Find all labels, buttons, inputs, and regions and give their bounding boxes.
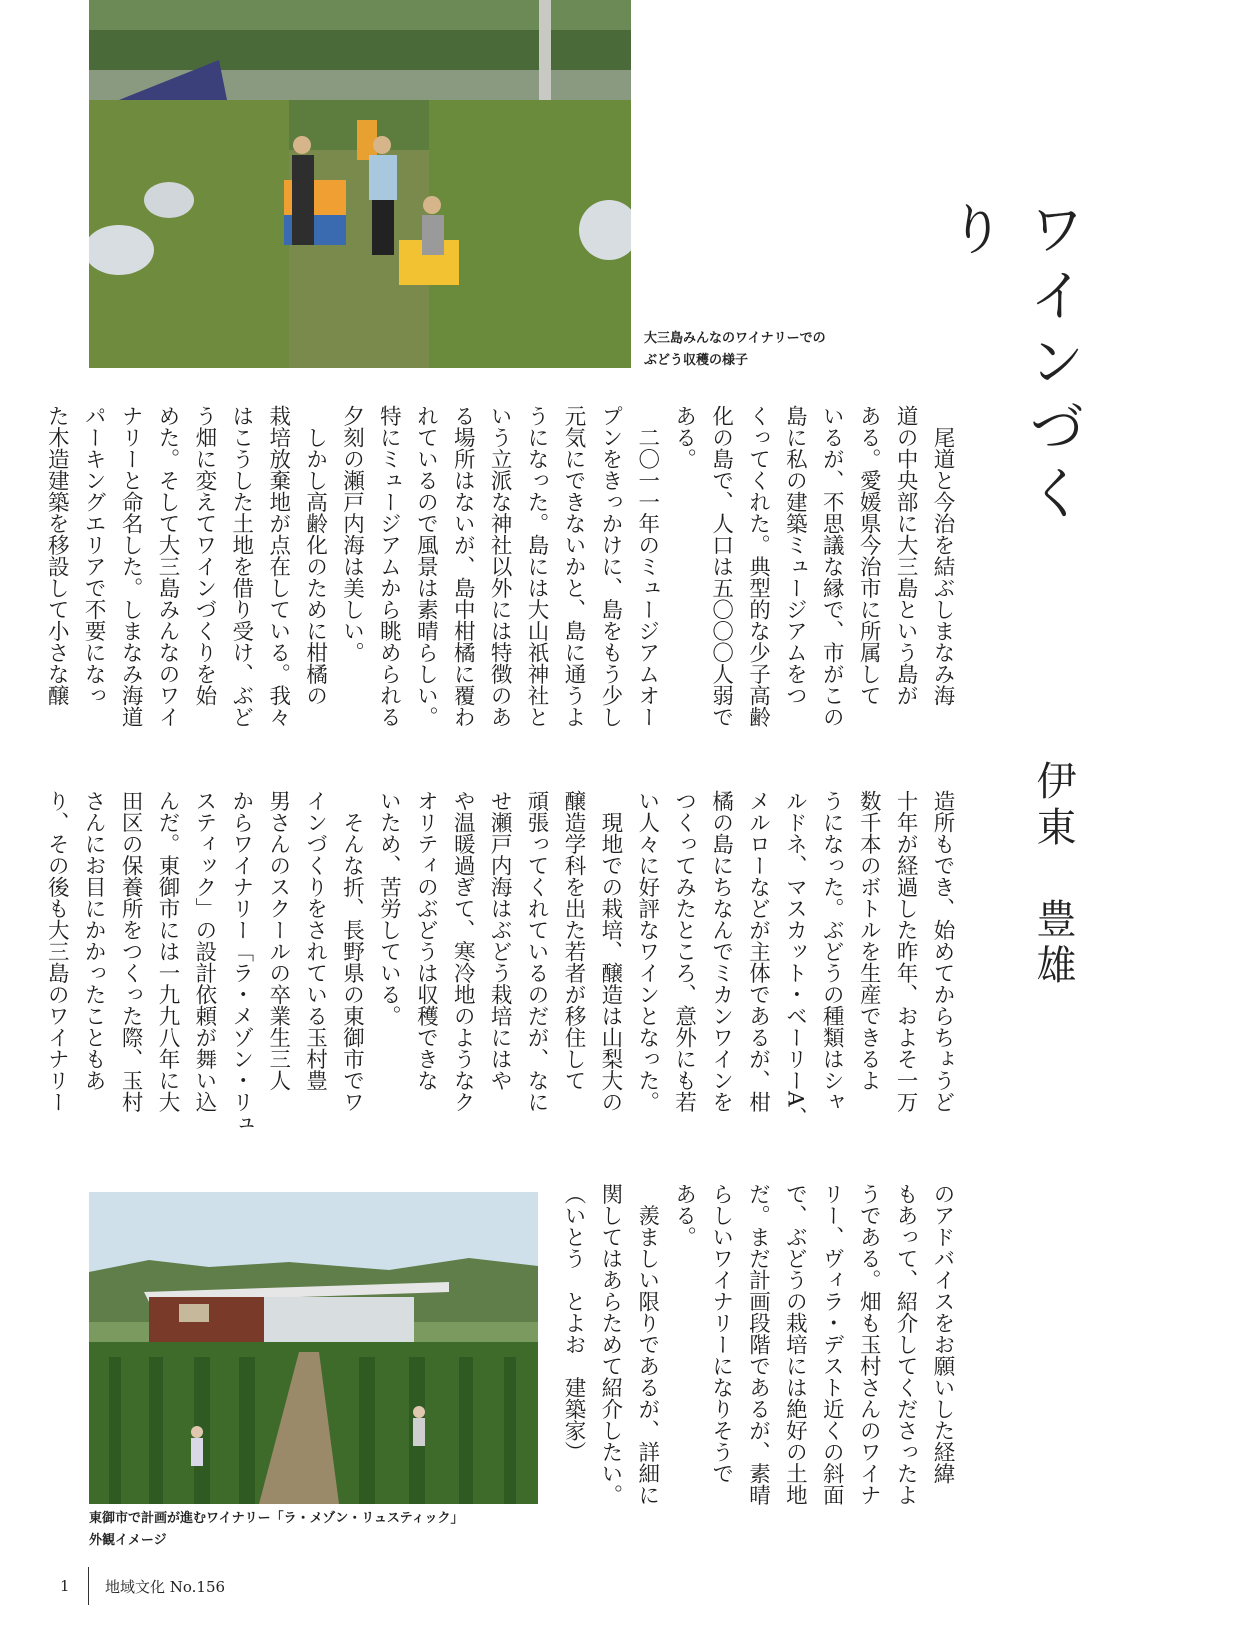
footer-divider	[88, 1567, 89, 1605]
article-title: ワインづくり	[940, 200, 1085, 530]
caption-line: 東御市で計画が進むワイナリー「ラ・メゾン・リュスティック」	[89, 1511, 464, 1526]
body-text-middle	[37, 790, 960, 1165]
body-paragraphs: のアドバイスをお願いした経緯 もあって、紹介してくださったよ うである。畑も玉村さんのワイナ リー、ヴィラ・デスト近くの斜面 で、ぶどうの栽培には絶好の土地 だ。まだ計画段階であるが、素晴 らしいワイナリーになりそうで ある。 羨ましい限りであるが、詳細に 関してはあらためて紹介したい。 （いとう とよお 建築家）	[560, 1183, 955, 1506]
body-text-lower	[554, 1183, 960, 1558]
body-text-upper	[37, 405, 960, 775]
author-name: 伊東 豊雄	[1030, 760, 1076, 990]
body-paragraphs: 尾道と今治を結ぶしまなみ海 道の中央部に大三島という島が ある。愛媛県今治市に所属して いるが、不思議な縁で、市がこの 島に私の建築ミュージアムをつ くってくれた。典型的な少子高齢 化の島で、人口は五〇〇〇人弱で ある。 二〇一一年のミュージアムオー プンをきっかけに、島をもう少し 元気にできないかと、島に通うよ うになった。島には大山祇神社と いう立派な神社以外には特徴のあ る場所はないが、島中柑橘に覆わ れているので風景は素晴らしい。 特にミュージアムから眺められる 夕刻の瀬戸内海は美しい。 しかし高齢化のために柑橘の 栽培放棄地が点在している。我々 はこうした土地を借り受け、ぶど う畑に変えてワインづくりを始 めた。そして大三島みんなのワイ ナリーと命名した。しまなみ海道 パーキングエリアで不要になっ た木造建築を移設して小さな醸	[44, 405, 955, 728]
caption-line: 大三島みんなのワイナリーでの	[644, 331, 826, 346]
page-footer	[60, 1566, 225, 1606]
caption-line: ぶどう収穫の様子	[644, 353, 749, 368]
magazine-issue: 地域文化 No.156	[105, 1577, 226, 1596]
winery-rendering-image	[89, 1192, 538, 1504]
caption-line: 外観イメージ	[89, 1533, 167, 1548]
body-paragraphs: 造所もでき、始めてからちょうど 十年が経過した昨年、およそ一万 数千本のボトルを生産できるよ うになった。ぶどうの種類はシャ ルドネ、マスカット・ベーリーA、 メルローなどが主体であるが、柑 橘の島にちなんでミカンワインを つくってみたところ、意外にも若 い人々に好評なワインとなった。 現地での栽培、醸造は山梨大の 醸造学科を出た若者が移住して 頑張ってくれているのだが、なに せ瀬戸内海はぶどう栽培にはや や温暖過ぎて、寒冷地のようなク オリティのぶどうは収穫できな いため、苦労している。 そんな折、長野県の東御市でワ インづくりをされている玉村豊 男さんのスクールの卒業生三人 からワイナリー「ラ・メゾン・リュ スティック」の設計依頼が舞い込 んだ。東御市には一九九八年に大 田区の保養所をつくった際、玉村 さんにお目にかかったこともあ り、その後も大三島のワイナリー	[44, 790, 955, 1134]
vineyard-harvest-photo	[89, 0, 631, 368]
photo-caption-top	[644, 328, 864, 372]
page-number: 1	[60, 1577, 70, 1595]
photo-caption-bottom	[89, 1508, 609, 1552]
